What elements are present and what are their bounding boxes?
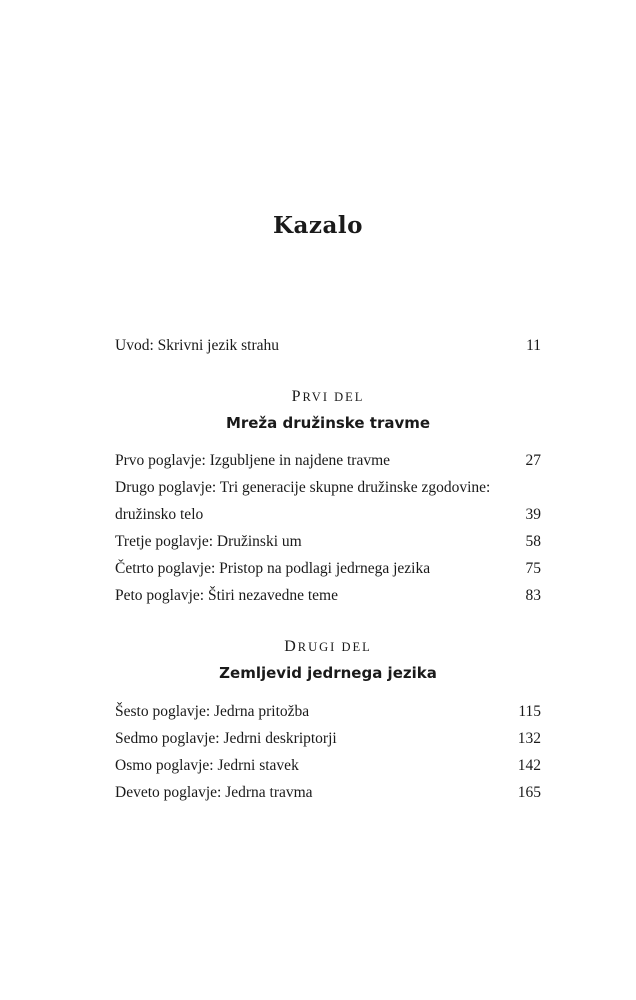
toc-entry-page: 115 <box>518 703 541 720</box>
part-1-label <box>115 386 541 408</box>
toc-entry-label: Deveto poglavje: Jedrna travma <box>115 784 313 801</box>
part-1-title: Mreža družinske travme <box>225 414 431 432</box>
toc-entry-intro[interactable] <box>115 334 541 358</box>
part-2-title: Zemljevid jedrnega jezika <box>219 664 437 682</box>
toc-entry-page: 142 <box>517 757 541 774</box>
toc-entry-label: Sedmo poglavje: Jedrni deskriptorji <box>115 730 337 747</box>
toc-entry-page: 75 <box>525 560 541 577</box>
toc-entry-label: Tretje poglavje: Družinski um <box>115 533 302 550</box>
toc-entry-label: Osmo poglavje: Jedrni stavek <box>115 757 299 774</box>
part-2-label <box>115 636 541 658</box>
part-1-label-rest: RVI DEL <box>302 390 365 404</box>
toc-entry[interactable] <box>115 503 541 527</box>
toc-entry-label: Prvo poglavje: Izgubljene in najdene travme <box>115 452 391 469</box>
toc-entry-label: Četrto poglavje: Pristop na podlagi jedrnega jezika <box>115 560 431 577</box>
toc-entry-page: 39 <box>525 506 541 523</box>
toc-entry-label: družinsko telo <box>115 506 204 523</box>
toc-entry[interactable] <box>115 530 541 554</box>
toc-entry[interactable] <box>115 700 541 724</box>
toc-entry[interactable] <box>115 557 541 581</box>
toc-entry[interactable] <box>115 727 541 751</box>
part-2-label-rest: RUGI DEL <box>297 640 372 654</box>
toc-entry-page: 83 <box>525 587 541 604</box>
toc-entry-page: 132 <box>517 730 541 747</box>
toc-entry-page: 27 <box>525 452 541 469</box>
toc-entry-label: Šesto poglavje: Jedrna pritožba <box>115 703 310 720</box>
toc-entry[interactable] <box>115 584 541 608</box>
page-title: Kazalo <box>273 212 363 239</box>
toc-entry[interactable] <box>115 781 541 805</box>
toc-entry-label: Peto poglavje: Štiri nezavedne teme <box>115 587 338 604</box>
part-2-label-initial: D <box>284 638 298 655</box>
part-1-label-initial: P <box>291 388 303 405</box>
toc-entry[interactable] <box>115 754 541 778</box>
toc-entry-page: 11 <box>526 337 541 354</box>
toc-entry-page: 58 <box>525 533 541 550</box>
toc-entry[interactable] <box>115 476 541 500</box>
toc-entry-page: 165 <box>517 784 541 801</box>
toc-entry[interactable] <box>115 449 541 473</box>
toc-entry-label: Uvod: Skrivni jezik strahu <box>115 337 280 354</box>
toc-entry-label: Drugo poglavje: Tri generacije skupne družinske zgodovine: <box>115 479 491 496</box>
